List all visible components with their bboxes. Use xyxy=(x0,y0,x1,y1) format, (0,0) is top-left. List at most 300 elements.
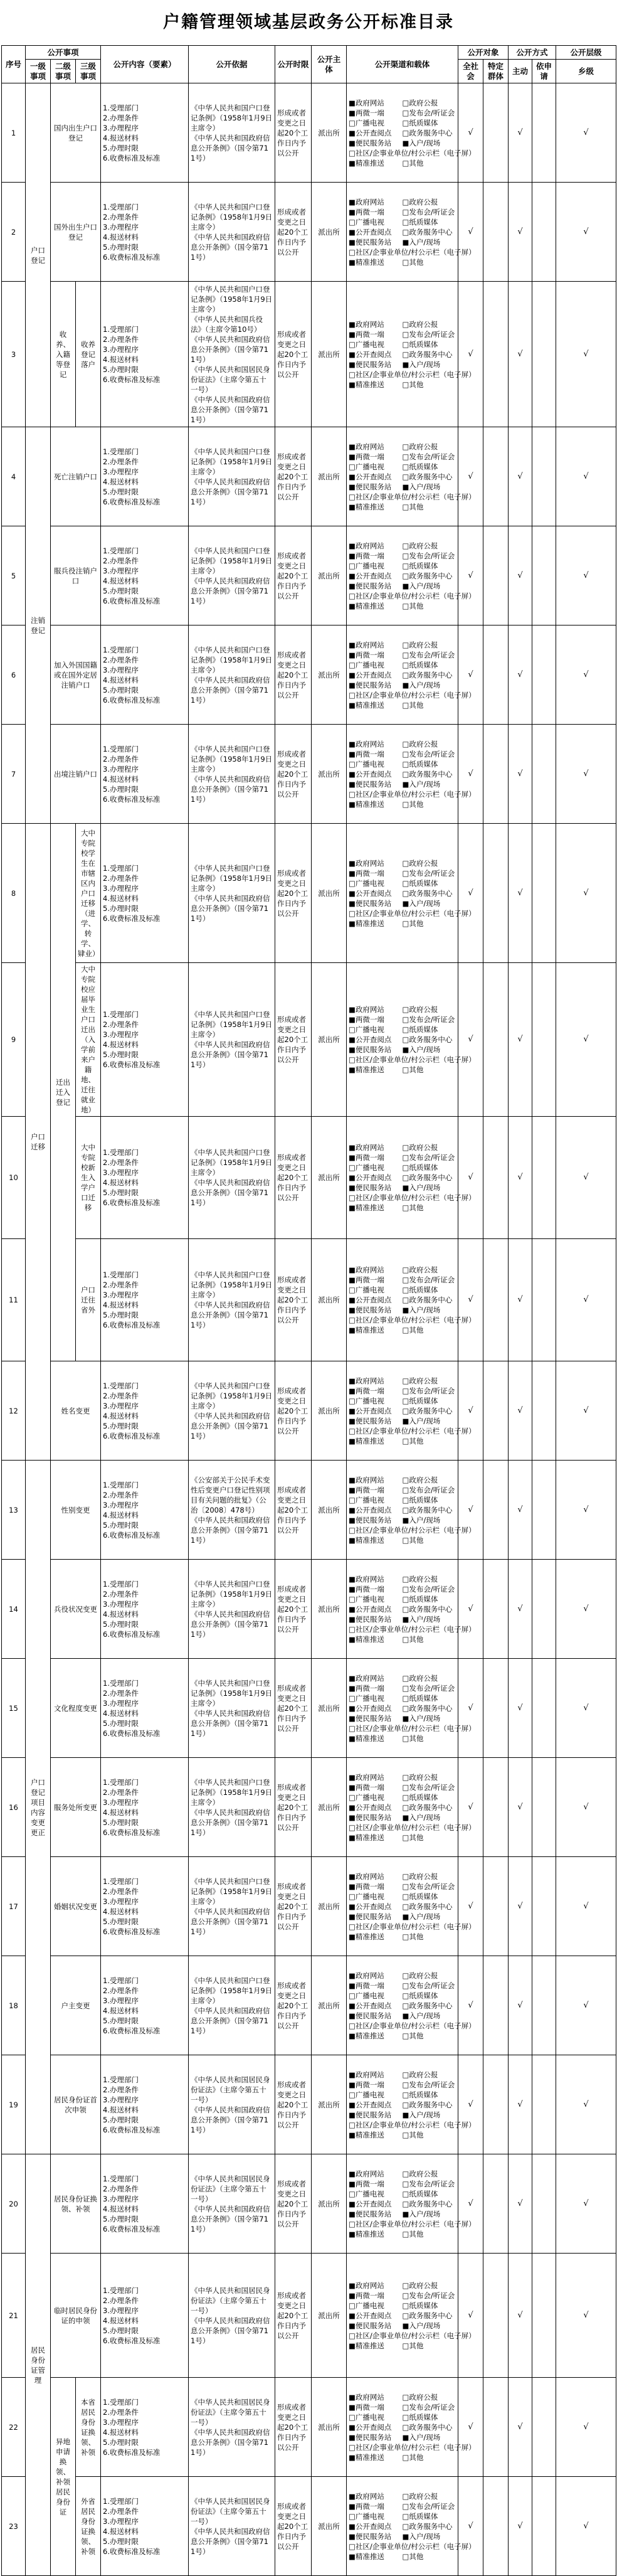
channel-line xyxy=(349,1991,456,2001)
channel-option: □社区/企事业单位/村公示栏（电子屏） xyxy=(349,1723,476,1733)
channel-cell xyxy=(347,1461,476,1560)
level2-item: 国外出生户口登记 xyxy=(51,183,101,282)
content-cell: 1.受理部门 2.办理条件 3.办理程序 4.报送材料 5.办理时限 6.收费标准及标准 xyxy=(101,963,189,1117)
channel-option: □纸质媒体 xyxy=(402,878,438,888)
channel-option: □其他 xyxy=(402,1733,424,1743)
channel-option: □其他 xyxy=(402,2130,424,2139)
channel-option: □社区/企事业单位/村公示栏（电子屏） xyxy=(349,1316,476,1324)
channel-line xyxy=(349,2189,456,2199)
channel-option: □其他 xyxy=(402,2229,424,2238)
table-row xyxy=(2,1857,616,1956)
channel-option: □社区/企事业单位/村公示栏（电子屏） xyxy=(349,148,476,157)
channel-option: □发布会/听证会 xyxy=(402,2080,455,2089)
check-active: √ xyxy=(509,1117,532,1239)
channel-option: ■精准推送 xyxy=(349,2130,384,2139)
channel-option: □社区/企事业单位/村公示栏（电子屏） xyxy=(349,908,476,918)
channel-line xyxy=(349,2552,456,2562)
channel-line xyxy=(349,1535,456,1545)
channel-option: □纸质媒体 xyxy=(402,2301,438,2310)
channel-option: □发布会/听证会 xyxy=(402,1881,455,1891)
check-apply xyxy=(532,183,556,282)
channel-option: □广播电视 xyxy=(349,2189,384,2198)
channel-line xyxy=(349,660,456,670)
channel-cell xyxy=(347,824,476,963)
header-channel: 公开渠道和载体 xyxy=(347,46,458,83)
subject-cell: 派出所 xyxy=(312,1361,347,1461)
channel-option: □其他 xyxy=(402,2452,424,2462)
header-target: 公开对象 xyxy=(458,46,509,60)
time-cell: 形成或者变更之日起20个工作日内予以公开 xyxy=(275,183,312,282)
channel-option: ■便民服务站 xyxy=(349,898,392,908)
channel-option: □政府公报 xyxy=(402,739,438,748)
channel-line xyxy=(349,2452,456,2462)
channel-option: □广播电视 xyxy=(349,759,384,769)
channel-line xyxy=(349,1305,456,1315)
channel-cell xyxy=(347,963,476,1117)
content-cell: 1.受理部门 2.办理条件 3.办理程序 4.报送材料 5.办理时限 6.收费标准及标准 xyxy=(101,1758,189,1857)
channel-option: ■公开查阅点 xyxy=(349,2521,392,2531)
check-apply xyxy=(532,1659,556,1758)
level1-item: 居民身份证管理 xyxy=(26,2154,51,2576)
check-specific xyxy=(483,2154,509,2254)
check-active: √ xyxy=(509,725,532,824)
channel-option: ■公开查阅点 xyxy=(349,2100,392,2109)
level2-item: 兵役状况变更 xyxy=(51,1560,101,1659)
channel-option: □政府公报 xyxy=(402,1005,438,1014)
channel-option: □社区/企事业单位/村公示栏（电子屏） xyxy=(349,2331,476,2340)
time-cell: 形成或者变更之日起20个工作日内予以公开 xyxy=(275,2154,312,2254)
channel-option: □广播电视 xyxy=(349,878,384,888)
level3-item: 外省居民身份证换领、补领 xyxy=(76,2477,101,2576)
check-all: √ xyxy=(458,427,483,526)
header-subject: 公开主体 xyxy=(312,46,347,83)
channel-line xyxy=(349,2442,476,2452)
channel-option: □纸质媒体 xyxy=(402,1025,438,1034)
channel-option: □发布会/听证会 xyxy=(402,1584,455,1594)
time-cell: 形成或者变更之日起20个工作日内予以公开 xyxy=(275,1659,312,1758)
channel-option: □政务服务中心 xyxy=(402,227,453,237)
channel-option: ■两微一端 xyxy=(349,650,384,659)
channel-option: □其他 xyxy=(402,380,424,389)
level2-item: 姓名变更 xyxy=(51,1361,101,1461)
channel-option: ■公开查阅点 xyxy=(349,670,392,679)
row-number: 16 xyxy=(2,1758,26,1857)
channel-cell xyxy=(347,1659,476,1758)
level2-item: 性别变更 xyxy=(51,1461,101,1560)
channel-line xyxy=(349,2501,456,2511)
channel-option: ■便民服务站 xyxy=(349,237,392,247)
channel-option: ■两微一端 xyxy=(349,2080,384,2089)
channel-option: □纸质媒体 xyxy=(402,1285,438,1294)
channel-option: ■便民服务站 xyxy=(349,1614,392,1624)
check-active: √ xyxy=(509,625,532,725)
channel-option: ■两微一端 xyxy=(349,2179,384,2188)
channel-option: □政府公报 xyxy=(402,2281,438,2290)
basis-cell: 《公安部关于公民手术变性后变更户口登记性别项目有关问题的批复》（公治〔2008〕478号） 《中华人民共和国政府信息公开条例》（国令第711号） xyxy=(189,1461,275,1560)
channel-line xyxy=(349,1396,456,1406)
channel-option: □政务服务中心 xyxy=(402,1703,453,1713)
check-apply xyxy=(532,1560,556,1659)
row-number: 18 xyxy=(2,1956,26,2055)
row-number: 23 xyxy=(2,2477,26,2576)
channel-line xyxy=(349,779,456,789)
channel-line xyxy=(349,1055,476,1065)
channel-option: ■两微一端 xyxy=(349,1386,384,1395)
channel-line xyxy=(349,918,456,929)
channel-option: □纸质媒体 xyxy=(402,1892,438,1901)
channel-line xyxy=(349,1683,456,1693)
channel-option: □社区/企事业单位/村公示栏（电子屏） xyxy=(349,1624,476,1634)
channel-cell xyxy=(347,2378,476,2477)
content-cell: 1.受理部门 2.办理条件 3.办理程序 4.报送材料 5.办理时限 6.收费标准及标准 xyxy=(101,1659,189,1758)
channel-line xyxy=(349,452,456,462)
page-title: 户籍管理领域基层政务公开标准目录 xyxy=(163,13,454,32)
content-cell: 1.受理部门 2.办理条件 3.办理程序 4.报送材料 5.办理时限 6.收费标准及标准 xyxy=(101,2254,189,2378)
channel-line xyxy=(349,2422,456,2432)
channel-line xyxy=(349,2179,456,2189)
check-township: √ xyxy=(556,1560,616,1659)
header-specific: 特定群体 xyxy=(483,60,509,83)
subject-cell: 派出所 xyxy=(312,1758,347,1857)
content-cell: 1.受理部门 2.办理条件 3.办理程序 4.报送材料 5.办理时限 6.收费标准及标准 xyxy=(101,1956,189,2055)
channel-option: ■入户/现场 xyxy=(402,1614,441,1624)
channel-line xyxy=(349,591,476,601)
channel-line xyxy=(349,1152,456,1163)
table-row xyxy=(2,625,616,725)
channel-option: ■政府网站 xyxy=(349,98,384,107)
channel-option: □政务服务中心 xyxy=(402,1296,453,1304)
channel-line xyxy=(349,237,456,247)
table-row xyxy=(2,2254,616,2378)
basis-cell: 《中华人民共和国户口登记条例》（1958年1月9日主席令） 《中华人民共和国政府信息公开条例》（国令第711号） xyxy=(189,1857,275,1956)
check-township: √ xyxy=(556,183,616,282)
row-number: 11 xyxy=(2,1239,26,1361)
check-active: √ xyxy=(509,824,532,963)
channel-option: ■公开查阅点 xyxy=(349,2001,392,2010)
channel-option: □发布会/听证会 xyxy=(402,1981,455,1990)
level3-item: 收养登记落户 xyxy=(76,282,101,427)
channel-option: ■便民服务站 xyxy=(349,2321,392,2330)
channel-line xyxy=(349,2110,456,2120)
channel-option: □社区/企事业单位/村公示栏（电子屏） xyxy=(349,1525,476,1535)
content-cell: 1.受理部门 2.办理条件 3.办理程序 4.报送材料 5.办理时限 6.收费标准及标准 xyxy=(101,1857,189,1956)
channel-option: ■精准推送 xyxy=(349,1833,384,1842)
channel-option: ■精准推送 xyxy=(349,2452,384,2462)
subject-cell: 派出所 xyxy=(312,1857,347,1956)
channel-line xyxy=(349,1673,456,1683)
channel-option: ■精准推送 xyxy=(349,2341,384,2350)
time-cell: 形成或者变更之日起20个工作日内予以公开 xyxy=(275,526,312,625)
row-number: 4 xyxy=(2,427,26,526)
check-apply xyxy=(532,1239,556,1361)
channel-option: ■入户/现场 xyxy=(402,1713,441,1723)
check-township: √ xyxy=(556,1239,616,1361)
channel-option: □广播电视 xyxy=(349,1163,384,1172)
row-number: 5 xyxy=(2,526,26,625)
channel-line xyxy=(349,2402,456,2412)
channel-line xyxy=(349,1703,456,1713)
channel-option: ■精准推送 xyxy=(349,799,384,809)
content-cell: 1.受理部门 2.办理条件 3.办理程序 4.报送材料 5.办理时限 6.收费标准及标准 xyxy=(101,2154,189,2254)
basis-cell: 《中华人民共和国居民身份证法》（主席令第五十一号） 《中华人民共和国政府信息公开条例》（国令第711号） xyxy=(189,2378,275,2477)
channel-option: □其他 xyxy=(402,1535,424,1545)
table-row xyxy=(2,1117,616,1239)
channel-option: □政府公报 xyxy=(402,1143,438,1152)
basis-cell: 《中华人民共和国户口登记条例》（1958年1月9日主席令） 《中华人民共和国政府信息公开条例》（国令第711号） xyxy=(189,427,275,526)
check-township: √ xyxy=(556,625,616,725)
basis-cell: 《中华人民共和国居民身份证法》（主席令第五十一号） 《中华人民共和国政府信息公开条例》（国令第711号） xyxy=(189,2055,275,2154)
channel-line xyxy=(349,749,456,759)
channel-cell xyxy=(347,1956,476,2055)
level2-item: 死亡注销户口 xyxy=(51,427,101,526)
check-specific xyxy=(483,1117,509,1239)
channel-line xyxy=(349,2090,456,2100)
channel-option: ■精准推送 xyxy=(349,257,384,267)
channel-line xyxy=(349,2521,456,2531)
channel-line xyxy=(349,650,456,660)
channel-cell xyxy=(347,1560,476,1659)
check-active: √ xyxy=(509,1956,532,2055)
basis-cell: 《中华人民共和国户口登记条例》（1958年1月9日主席令） 《中华人民共和国政府信息公开条例》（国令第711号） xyxy=(189,1956,275,2055)
channel-line xyxy=(349,680,456,690)
channel-option: ■政府网站 xyxy=(349,1143,384,1152)
channel-option: ■公开查阅点 xyxy=(349,571,392,580)
channel-cell xyxy=(347,183,476,282)
check-all: √ xyxy=(458,183,483,282)
channel-line xyxy=(349,1173,456,1183)
channel-option: □政务服务中心 xyxy=(402,1035,453,1044)
channel-line xyxy=(349,1426,476,1436)
channel-line xyxy=(349,482,456,492)
check-apply xyxy=(532,2254,556,2378)
level2-item: 文化程度变更 xyxy=(51,1659,101,1758)
channel-option: ■政府网站 xyxy=(349,1871,384,1881)
channel-line xyxy=(349,339,456,349)
channel-option: ■便民服务站 xyxy=(349,1183,392,1192)
channel-cell xyxy=(347,1361,476,1461)
table-row xyxy=(2,1758,616,1857)
content-cell: 1.受理部门 2.办理条件 3.办理程序 4.报送材料 5.办理时限 6.收费标准及标准 xyxy=(101,1461,189,1560)
check-township: √ xyxy=(556,1758,616,1857)
channel-option: □社区/企事业单位/村公示栏（电子屏） xyxy=(349,2120,476,2129)
channel-option: ■入户/现场 xyxy=(402,1515,441,1525)
time-cell: 形成或者变更之日起20个工作日内予以公开 xyxy=(275,83,312,183)
check-specific xyxy=(483,963,509,1117)
check-all: √ xyxy=(458,2477,483,2576)
channel-line xyxy=(349,2219,476,2229)
channel-option: □社区/企事业单位/村公示栏（电子屏） xyxy=(349,1193,476,1202)
channel-line xyxy=(349,1045,456,1055)
basis-cell: 《中华人民共和国居民身份证法》（主席令第五十一号） 《中华人民共和国政府信息公开条例》（国令第711号） xyxy=(189,2154,275,2254)
row-number: 6 xyxy=(2,625,26,725)
channel-line xyxy=(349,1772,456,1782)
check-active: √ xyxy=(509,1758,532,1857)
check-all: √ xyxy=(458,824,483,963)
channel-option: □发布会/听证会 xyxy=(402,1485,455,1494)
level1-item: 户口登记 xyxy=(26,83,51,427)
channel-line xyxy=(349,1932,456,1942)
table-row xyxy=(2,1239,616,1361)
channel-option: □发布会/听证会 xyxy=(402,868,455,878)
channel-option: □政务服务中心 xyxy=(402,349,453,359)
subject-cell: 派出所 xyxy=(312,526,347,625)
channel-option: □政府公报 xyxy=(402,197,438,206)
channel-line xyxy=(349,472,456,482)
channel-option: □发布会/听证会 xyxy=(402,452,455,461)
header-l1: 一级事项 xyxy=(26,60,51,83)
channel-option: □其他 xyxy=(402,799,424,809)
channel-line xyxy=(349,2321,456,2331)
channel-option: ■便民服务站 xyxy=(349,680,392,689)
time-cell: 形成或者变更之日起20个工作日内予以公开 xyxy=(275,2477,312,2576)
channel-option: □广播电视 xyxy=(349,2511,384,2521)
level2-item: 异地申请换领、补领居民身份证 xyxy=(51,2378,76,2576)
level3-item: 本省居民身份证换领、补领 xyxy=(76,2378,101,2477)
channel-line xyxy=(349,868,456,878)
header-method: 公开方式 xyxy=(509,46,556,60)
channel-option: □纸质媒体 xyxy=(402,561,438,570)
channel-option: ■便民服务站 xyxy=(349,1713,392,1723)
check-all: √ xyxy=(458,725,483,824)
check-active: √ xyxy=(509,1239,532,1361)
channel-option: □政务服务中心 xyxy=(402,1902,453,1911)
channel-line xyxy=(349,601,456,611)
channel-option: □广播电视 xyxy=(349,1025,384,1034)
row-number: 3 xyxy=(2,282,26,427)
row-number: 8 xyxy=(2,824,26,963)
check-all: √ xyxy=(458,1560,483,1659)
channel-option: □广播电视 xyxy=(349,1594,384,1604)
channel-option: □广播电视 xyxy=(349,2412,384,2422)
time-cell: 形成或者变更之日起20个工作日内予以公开 xyxy=(275,2055,312,2154)
channel-option: □纸质媒体 xyxy=(402,2090,438,2099)
channel-option: ■便民服务站 xyxy=(349,359,392,369)
channel-option: ■公开查阅点 xyxy=(349,2199,392,2208)
level1-item: 户口登记项目内容变更更正 xyxy=(26,1461,51,2154)
check-apply xyxy=(532,1461,556,1560)
content-cell: 1.受理部门 2.办理条件 3.办理程序 4.报送材料 5.办理时限 6.收费标准及标准 xyxy=(101,2477,189,2576)
channel-line xyxy=(349,2412,456,2422)
check-township: √ xyxy=(556,427,616,526)
table-row xyxy=(2,427,616,526)
level2-item: 婚姻状况变更 xyxy=(51,1857,101,1956)
channel-line xyxy=(349,581,456,591)
check-township: √ xyxy=(556,1117,616,1239)
channel-option: □其他 xyxy=(402,1203,424,1212)
check-active: √ xyxy=(509,83,532,183)
channel-line xyxy=(349,128,456,138)
channel-line xyxy=(349,98,456,108)
channel-option: □政务服务中心 xyxy=(402,2100,453,2109)
time-cell: 形成或者变更之日起20个工作日内予以公开 xyxy=(275,2378,312,2477)
channel-cell xyxy=(347,2477,476,2576)
channel-option: ■两微一端 xyxy=(349,1981,384,1990)
channel-line xyxy=(349,1634,456,1644)
channel-option: ■入户/现场 xyxy=(402,779,441,789)
channel-option: □政务服务中心 xyxy=(402,2422,453,2432)
channel-option: □广播电视 xyxy=(349,1792,384,1802)
check-active: √ xyxy=(509,183,532,282)
check-all: √ xyxy=(458,526,483,625)
channel-option: □其他 xyxy=(402,2341,424,2350)
channel-line xyxy=(349,2199,456,2209)
channel-option: □社区/企事业单位/村公示栏（电子屏） xyxy=(349,370,476,379)
channel-option: ■公开查阅点 xyxy=(349,2422,392,2432)
content-cell: 1.受理部门 2.办理条件 3.办理程序 4.报送材料 5.办理时限 6.收费标准及标准 xyxy=(101,526,189,625)
channel-option: ■公开查阅点 xyxy=(349,128,392,137)
time-cell: 形成或者变更之日起20个工作日内予以公开 xyxy=(275,1857,312,1956)
channel-line xyxy=(349,1315,476,1325)
check-township: √ xyxy=(556,2154,616,2254)
channel-line xyxy=(349,1802,456,1812)
channel-cell xyxy=(347,427,476,526)
header-no: 序号 xyxy=(2,46,26,83)
channel-line xyxy=(349,2080,456,2090)
channel-line xyxy=(349,2130,456,2140)
channel-line xyxy=(349,1035,456,1045)
time-cell: 形成或者变更之日起20个工作日内予以公开 xyxy=(275,1758,312,1857)
channel-option: ■两微一端 xyxy=(349,749,384,758)
check-specific xyxy=(483,1956,509,2055)
channel-option: □纸质媒体 xyxy=(402,462,438,471)
channel-line xyxy=(349,462,456,472)
check-specific xyxy=(483,625,509,725)
channel-option: ■入户/现场 xyxy=(402,2321,441,2330)
table-row xyxy=(2,725,616,824)
channel-option: ■政府网站 xyxy=(349,1265,384,1274)
channel-option: ■入户/现场 xyxy=(402,1912,441,1921)
channel-line xyxy=(349,739,456,749)
channel-option: □发布会/听证会 xyxy=(402,207,455,216)
channel-option: ■政府网站 xyxy=(349,442,384,451)
channel-option: ■入户/现场 xyxy=(402,1183,441,1192)
basis-cell: 《中华人民共和国户口登记条例》（1958年1月9日主席令） 《中华人民共和国政府信息公开条例》（国令第711号） xyxy=(189,526,275,625)
check-apply xyxy=(532,526,556,625)
channel-line xyxy=(349,1436,456,1446)
channel-option: □纸质媒体 xyxy=(402,1693,438,1703)
channel-option: □政务服务中心 xyxy=(402,1406,453,1415)
channel-option: □纸质媒体 xyxy=(402,118,438,127)
channel-line xyxy=(349,370,476,380)
subject-cell: 派出所 xyxy=(312,83,347,183)
check-township: √ xyxy=(556,1659,616,1758)
check-active: √ xyxy=(509,1659,532,1758)
basis-cell: 《中华人民共和国户口登记条例》（1958年1月9日主席令） 《中华人民共和国政府信息公开条例》（国令第711号） xyxy=(189,725,275,824)
check-all: √ xyxy=(458,1956,483,2055)
channel-line xyxy=(349,329,456,339)
channel-option: □纸质媒体 xyxy=(402,1495,438,1504)
time-cell: 形成或者变更之日起20个工作日内予以公开 xyxy=(275,1956,312,2055)
content-cell: 1.受理部门 2.办理条件 3.办理程序 4.报送材料 5.办理时限 6.收费标准及标准 xyxy=(101,824,189,963)
channel-option: ■入户/现场 xyxy=(402,680,441,689)
content-cell: 1.受理部门 2.办理条件 3.办理程序 4.报送材料 5.办理时限 6.收费标准及标准 xyxy=(101,725,189,824)
channel-option: ■便民服务站 xyxy=(349,2432,392,2442)
check-specific xyxy=(483,2254,509,2378)
subject-cell: 派出所 xyxy=(312,2254,347,2378)
time-cell: 形成或者变更之日起20个工作日内予以公开 xyxy=(275,1239,312,1361)
channel-option: ■政府网站 xyxy=(349,1673,384,1683)
check-apply xyxy=(532,725,556,824)
channel-option: □政府公报 xyxy=(402,98,438,107)
content-cell: 1.受理部门 2.办理条件 3.办理程序 4.报送材料 5.办理时限 6.收费标准及标准 xyxy=(101,1560,189,1659)
time-cell: 形成或者变更之日起20个工作日内予以公开 xyxy=(275,2254,312,2378)
channel-line xyxy=(349,158,456,168)
row-number: 20 xyxy=(2,2154,26,2254)
channel-cell xyxy=(347,725,476,824)
subject-cell: 派出所 xyxy=(312,1239,347,1361)
time-cell: 形成或者变更之日起20个工作日内予以公开 xyxy=(275,963,312,1117)
channel-line xyxy=(349,1614,456,1624)
